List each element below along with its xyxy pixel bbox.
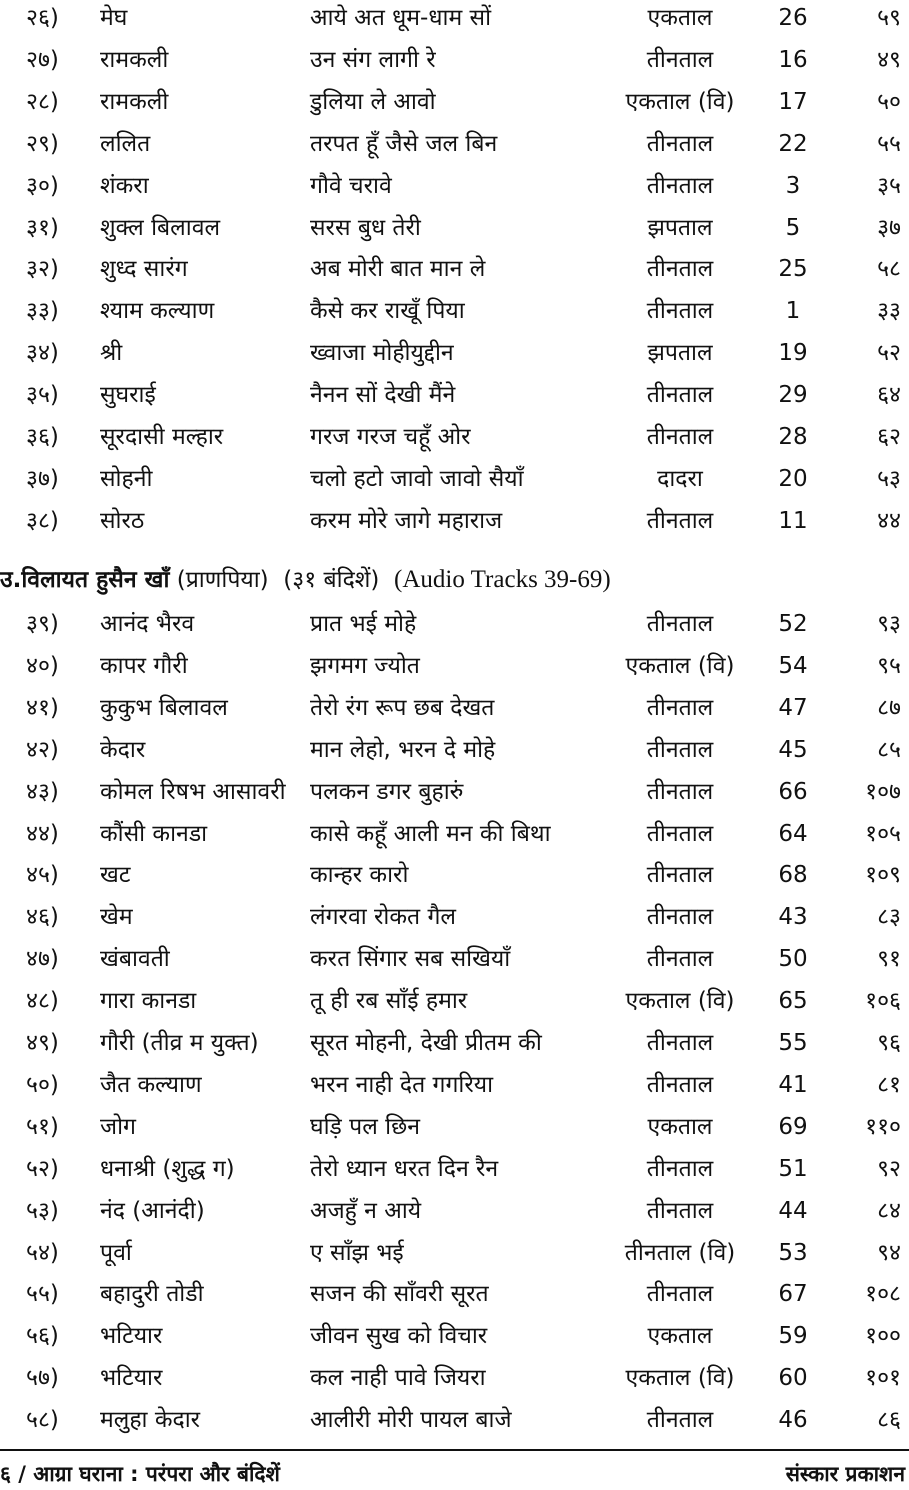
audio-track-number: 29 — [778, 382, 808, 409]
table-row — [0, 1023, 909, 1063]
page-number: ८६ — [877, 1407, 901, 1434]
raga-name: कौंसी कानडा — [100, 820, 208, 847]
raga-name: गौरी (तीव्र म युक्त) — [100, 1030, 259, 1056]
row-number: ५८) — [26, 1407, 59, 1434]
row-number: ५१) — [26, 1113, 59, 1140]
taal-name: तीनताल — [646, 46, 714, 73]
bandish-title: सरस बुध तेरी — [310, 214, 421, 241]
audio-track-number: 55 — [778, 1030, 808, 1056]
row-number: २८) — [26, 88, 59, 115]
audio-track-number: 68 — [778, 862, 808, 889]
table-row — [0, 333, 909, 373]
row-number: ३२) — [26, 256, 59, 283]
page-number: १०५ — [865, 820, 901, 847]
bandish-title: डुलिया ले आवो — [310, 88, 436, 115]
table-row — [0, 897, 909, 937]
raga-name: सूरदासी मल्हार — [100, 424, 224, 450]
audio-track-number: 64 — [778, 820, 808, 847]
table-row — [0, 1149, 909, 1189]
audio-track-number: 16 — [778, 46, 808, 73]
row-number: २७) — [26, 46, 59, 73]
page-number: १०६ — [865, 988, 901, 1015]
table-row — [0, 1316, 909, 1356]
bandish-title: भरन नाही देत गगरिया — [310, 1071, 494, 1098]
row-number: ४७) — [26, 946, 59, 973]
bandish-title: अजहुँ न आये — [310, 1197, 422, 1224]
artist-name: उ.विलायत हुसैन खाँ — [0, 567, 170, 593]
page-number: १०१ — [865, 1365, 901, 1392]
page-number: १०० — [865, 1323, 901, 1350]
audio-track-number: 59 — [778, 1323, 808, 1350]
row-number: ५२) — [26, 1155, 59, 1182]
audio-track-number: 11 — [778, 507, 808, 534]
bandish-title: जीवन सुख को विचार — [310, 1323, 488, 1350]
taal-name: तीनताल — [646, 1197, 714, 1224]
audio-track-number: 67 — [778, 1281, 808, 1308]
table-row — [0, 604, 909, 644]
taal-name: तीनताल — [646, 611, 714, 637]
taal-name: तीनताल — [646, 130, 714, 157]
taal-name: तीनताल — [646, 736, 714, 763]
row-number: ४२) — [26, 736, 59, 763]
table-row — [0, 772, 909, 812]
audio-track-number: 53 — [778, 1239, 808, 1266]
row-number: ३९) — [26, 611, 59, 637]
bandish-title: चलो हटो जावो जावो सैयाँ — [310, 465, 524, 492]
audio-track-number: 45 — [778, 736, 808, 763]
page-number: ८३ — [877, 904, 901, 931]
page-number: ११० — [865, 1113, 901, 1140]
audio-track-number: 43 — [778, 904, 808, 931]
taal-name: तीनताल — [646, 382, 714, 409]
page-number: ८१ — [877, 1071, 901, 1098]
audio-track-number: 28 — [778, 424, 808, 450]
table-row — [0, 0, 909, 38]
page-number: ५९ — [877, 5, 901, 31]
page-number: १०७ — [865, 778, 901, 805]
raga-name: शुध्द सारंग — [100, 256, 188, 283]
bandish-title: तरपत हूँ जैसे जल बिन — [310, 130, 498, 157]
page-number: ३५ — [877, 172, 901, 199]
taal-name: तीनताल — [646, 1030, 714, 1056]
raga-name: रामकली — [100, 88, 169, 115]
page-number: ५५ — [877, 130, 901, 157]
taal-name: एकताल (वि) — [625, 988, 735, 1015]
audio-track-number: 44 — [778, 1197, 808, 1224]
raga-name: जैत कल्याण — [100, 1071, 202, 1098]
raga-name: रामकली — [100, 46, 169, 73]
page-number: ५३ — [877, 465, 901, 492]
table-row — [0, 1358, 909, 1398]
bandish-title: करम मोरे जागे महाराज — [310, 507, 503, 534]
taal-name: तीनताल — [646, 862, 714, 889]
raga-name: शुक्ल बिलावल — [100, 214, 221, 241]
bandish-title: ख्वाजा मोहीयुद्दीन — [310, 340, 454, 367]
page-number: ९३ — [877, 611, 901, 637]
taal-name: झपताल — [647, 214, 713, 241]
row-number: ४४) — [26, 820, 59, 847]
bandish-title: तू ही रब साँई हमार — [310, 988, 468, 1015]
row-number: ४०) — [26, 652, 59, 679]
raga-name: सुघराई — [100, 382, 156, 409]
taal-name: झपताल — [647, 340, 713, 367]
raga-name: जोग — [100, 1113, 136, 1140]
audio-track-number: 25 — [778, 256, 808, 283]
raga-name: पूर्वा — [100, 1239, 132, 1266]
bandish-title: गरज गरज चहूँ ओर — [310, 424, 471, 450]
raga-name: कापर गौरी — [100, 652, 188, 679]
table-row — [0, 1274, 909, 1314]
row-number: ४३) — [26, 778, 59, 805]
bandish-title: सजन की साँवरी सूरत — [310, 1281, 489, 1308]
raga-name: कोमल रिषभ आसावरी — [100, 778, 286, 805]
page-number: ६२ — [877, 424, 901, 450]
taal-name: तीनताल — [646, 1281, 714, 1308]
row-number: ४८) — [26, 988, 59, 1015]
table-row — [0, 417, 909, 457]
table-row — [0, 208, 909, 248]
taal-name: तीनताल — [646, 778, 714, 805]
taal-name: दादरा — [657, 465, 703, 492]
table-row — [0, 40, 909, 80]
row-number: ४५) — [26, 862, 59, 889]
taal-name: एकताल — [647, 1113, 713, 1140]
row-number: ३८) — [26, 507, 59, 534]
table-row — [0, 646, 909, 686]
bandish-title: उन संग लागी रे — [310, 46, 436, 73]
audio-track-number: 5 — [785, 214, 801, 241]
row-number: ३६) — [26, 424, 59, 450]
audio-track-number: 52 — [778, 611, 808, 637]
taal-name: तीनताल — [646, 820, 714, 847]
raga-name: खेम — [100, 904, 133, 931]
bandish-title: पलकन डगर बुहारुं — [310, 778, 464, 805]
row-number: ४९) — [26, 1030, 59, 1056]
audio-track-number: 46 — [778, 1407, 808, 1434]
row-number: ५४) — [26, 1239, 59, 1266]
taal-name: एकताल (वि) — [625, 88, 735, 115]
taal-name: एकताल — [647, 1323, 713, 1350]
audio-track-number: 50 — [778, 946, 808, 973]
footer-publisher: संस्कार प्रकाशन — [785, 1462, 905, 1486]
raga-name: धनाश्री (शुद्ध ग) — [100, 1155, 235, 1182]
table-row — [0, 814, 909, 854]
taal-name: तीनताल — [646, 298, 714, 325]
footer-divider — [0, 1449, 909, 1451]
raga-name: सोरठ — [100, 507, 145, 534]
audio-track-number: 3 — [785, 172, 801, 199]
taal-name: एकताल (वि) — [625, 652, 735, 679]
audio-track-number: 1 — [785, 298, 801, 325]
audio-track-number: 20 — [778, 465, 808, 492]
page-number: ४९ — [877, 46, 901, 73]
taal-name: एकताल (वि) — [625, 1365, 735, 1392]
taal-name: तीनताल — [646, 424, 714, 450]
raga-name: मलुहा केदार — [100, 1407, 201, 1434]
taal-name: तीनताल — [646, 946, 714, 973]
raga-name: शंकरा — [100, 172, 149, 199]
audio-track-number: 51 — [778, 1155, 808, 1182]
audio-track-number: 66 — [778, 778, 808, 805]
table-row — [0, 291, 909, 331]
bandish-title: ए साँझ भई — [310, 1239, 404, 1266]
raga-name: कुकुभ बिलावल — [100, 694, 228, 721]
taal-name: तीनताल — [646, 1071, 714, 1098]
audio-track-number: 19 — [778, 340, 808, 367]
audio-track-number: 26 — [778, 5, 808, 31]
row-number: ५३) — [26, 1197, 59, 1224]
page-number: ९२ — [877, 1155, 901, 1182]
taal-name: तीनताल — [646, 904, 714, 931]
audio-track-number: 47 — [778, 694, 808, 721]
audio-track-number: 22 — [778, 130, 808, 157]
page-number: १०९ — [865, 862, 901, 889]
bandish-title: कासे कहूँ आली मन की बिथा — [310, 820, 551, 847]
bandish-count: (३१ बंदिशें) — [283, 567, 380, 593]
page-number: ९६ — [877, 1030, 901, 1056]
page-number: ९१ — [877, 946, 901, 973]
audio-track-number: 41 — [778, 1071, 808, 1098]
raga-name: भटियार — [100, 1365, 163, 1392]
table-row — [0, 124, 909, 164]
raga-name: मेघ — [100, 5, 128, 31]
page-number: ३७ — [877, 214, 901, 241]
page-number: ५८ — [877, 256, 901, 283]
row-number: ३३) — [26, 298, 59, 325]
taal-name: तीनताल — [646, 1155, 714, 1182]
row-number: ५५) — [26, 1281, 59, 1308]
raga-name: श्याम कल्याण — [100, 298, 215, 325]
bandish-title: कान्हर कारो — [310, 862, 409, 889]
row-number: २९) — [26, 130, 59, 157]
bandish-title: करत सिंगार सब सखियाँ — [310, 946, 511, 973]
bandish-title: अब मोरी बात मान ले — [310, 256, 486, 283]
table-row — [0, 375, 909, 415]
taal-name: तीनताल (वि) — [624, 1239, 736, 1266]
table-row — [0, 855, 909, 895]
page-number: ३३ — [877, 298, 901, 325]
page-number: ५० — [877, 88, 901, 115]
bandish-title: लंगरवा रोकत गैल — [310, 904, 456, 931]
bandish-title: आये अत धूम-धाम सों — [310, 5, 492, 31]
table-row — [0, 730, 909, 770]
page-number: १०८ — [865, 1281, 901, 1308]
taal-name: तीनताल — [646, 507, 714, 534]
raga-name: सोहनी — [100, 465, 153, 492]
bandish-title: गौवे चरावे — [310, 172, 392, 199]
bandish-title: सूरत मोहनी, देखी प्रीतम की — [310, 1030, 542, 1056]
footer-page-title: ६ / आग्रा घराना : परंपरा और बंदिशें — [0, 1462, 280, 1486]
row-number: ३०) — [26, 172, 59, 199]
table-row — [0, 459, 909, 499]
page-number: ९५ — [877, 652, 901, 679]
bandish-title: प्रात भई मोहे — [310, 611, 417, 637]
page-number: ६४ — [877, 382, 901, 409]
table-row — [0, 82, 909, 122]
bandish-title: मान लेहो, भरन दे मोहे — [310, 736, 496, 763]
bandish-title: कैसे कर राखूँ पिया — [310, 298, 465, 325]
row-number: ३४) — [26, 340, 59, 367]
bandish-title: कल नाही पावे जियरा — [310, 1365, 486, 1392]
table-row — [0, 1065, 909, 1105]
table-row — [0, 166, 909, 206]
audio-track-number: 65 — [778, 988, 808, 1015]
audio-track-number: 54 — [778, 652, 808, 679]
table-row — [0, 1191, 909, 1231]
audio-track-number: 60 — [778, 1365, 808, 1392]
row-number: ५७) — [26, 1365, 59, 1392]
raga-name: बहादुरी तोडी — [100, 1281, 204, 1308]
table-row — [0, 688, 909, 728]
bandish-title: घड़ि पल छिन — [310, 1113, 420, 1140]
raga-name: खट — [100, 862, 131, 889]
bandish-title: तेरो रंग रूप छब देखत — [310, 694, 495, 721]
page-number: ८७ — [877, 694, 901, 721]
table-row — [0, 249, 909, 289]
taal-name: एकताल — [647, 5, 713, 31]
row-number: ५६) — [26, 1323, 59, 1350]
raga-name: खंबावती — [100, 946, 170, 973]
raga-name: श्री — [100, 340, 123, 367]
table-row — [0, 501, 909, 541]
page-number: ८५ — [877, 736, 901, 763]
taal-name: तीनताल — [646, 256, 714, 283]
table-row — [0, 1233, 909, 1273]
bandish-title: नैनन सों देखी मैंने — [310, 382, 456, 409]
page-number: ५२ — [877, 340, 901, 367]
row-number: ३५) — [26, 382, 59, 409]
audio-tracks-range: (Audio Tracks 39-69) — [394, 566, 611, 593]
bandish-title: तेरो ध्यान धरत दिन रैन — [310, 1155, 499, 1182]
raga-name: आनंद भैरव — [100, 611, 195, 637]
bandish-title: आलीरी मोरी पायल बाजे — [310, 1407, 512, 1434]
taal-name: तीनताल — [646, 172, 714, 199]
row-number: ४१) — [26, 694, 59, 721]
row-number: ३१) — [26, 214, 59, 241]
table-row — [0, 981, 909, 1021]
audio-track-number: 17 — [778, 88, 808, 115]
table-row — [0, 1400, 909, 1440]
raga-name: भटियार — [100, 1323, 163, 1350]
page-number: ८४ — [877, 1197, 901, 1224]
page-number: ९४ — [877, 1239, 901, 1266]
artist-alias: (प्राणपिया) — [176, 567, 269, 593]
audio-track-number: 69 — [778, 1113, 808, 1140]
taal-name: तीनताल — [646, 694, 714, 721]
row-number: २६) — [26, 5, 59, 31]
table-row — [0, 1107, 909, 1147]
raga-name: नंद (आनंदी) — [100, 1197, 205, 1224]
section-heading — [0, 562, 611, 598]
page-number: ४४ — [877, 507, 901, 534]
row-number: ३७) — [26, 465, 59, 492]
table-row — [0, 939, 909, 979]
raga-name: गारा कानडा — [100, 988, 197, 1015]
row-number: ४६) — [26, 904, 59, 931]
taal-name: तीनताल — [646, 1407, 714, 1434]
bandish-title: झगमग ज्योत — [310, 652, 420, 679]
raga-name: केदार — [100, 736, 146, 763]
raga-name: ललित — [100, 130, 151, 157]
row-number: ५०) — [26, 1071, 59, 1098]
